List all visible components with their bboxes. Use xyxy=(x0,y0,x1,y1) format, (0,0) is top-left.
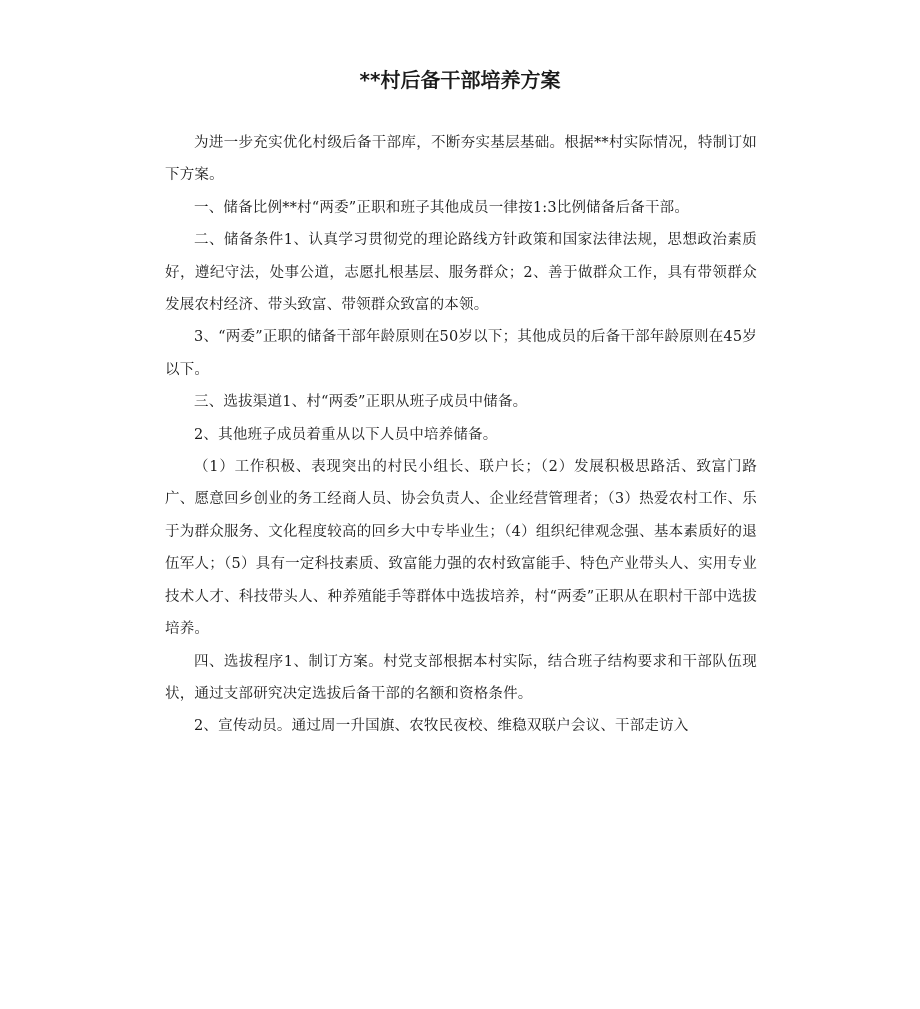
paragraph-other-members: 2、其他班子成员着重从以下人员中培养储备。 xyxy=(194,426,498,443)
paragraph-age-limits: 3、“两委”正职的储备干部年龄原则在50岁以下；其他成员的后备干部年龄原则在45岁以下。 xyxy=(165,329,757,378)
paragraph-selection-channels: 三、选拔渠道1、村“两委”正职从班子成员中储备。 xyxy=(194,394,528,411)
paragraph-publicity: 2、宣传动员。通过周一升国旗、农牧民夜校、维稳双联户会议、干部走访入 xyxy=(194,718,689,735)
paragraph-candidate-groups: （1）工作积极、表现突出的村民小组长、联户长；（2）发展积极思路活、致富门路广、愿意回乡创业的务工经商人员、协会负责人、企业经营管理者；（3）热爱农村工作、乐于为群众服务、文化程度较高的回乡大中专毕业生；（4）组织纪律观念强、基本素质好的退伍军人；（5）具有一定科技素质、致富能力强的农村致富能手、特色产业带头人、实用专业技术人才、科技带头人、种养殖能手等群体中选拔培养，村“两委”正职从在职村干部中选拔培养。 xyxy=(165,459,757,638)
document-body xyxy=(165,127,757,743)
paragraph-selection-procedure: 四、选拔程序1、制订方案。村党支部根据本村实际，结合班子结构要求和干部队伍现状，通过支部研究决定选拔后备干部的名额和资格条件。 xyxy=(165,653,757,702)
document-title: **村后备干部培养方案 xyxy=(359,68,561,92)
paragraph-reserve-conditions: 二、储备条件1、认真学习贯彻党的理论路线方针政策和国家法律法规，思想政治素质好，遵纪守法，处事公道，志愿扎根基层、服务群众；2、善于做群众工作，具有带领群众发展农村经济、带头致富、带领群众致富的本领。 xyxy=(165,232,757,314)
paragraph-reserve-ratio: 一、储备比例**村“两委”正职和班子其他成员一律按1:3比例储备后备干部。 xyxy=(194,199,690,216)
paragraph-intro: 为进一步充实优化村级后备干部库，不断夯实基层基础。根据**村实际情况，特制订如下方案。 xyxy=(165,135,757,184)
